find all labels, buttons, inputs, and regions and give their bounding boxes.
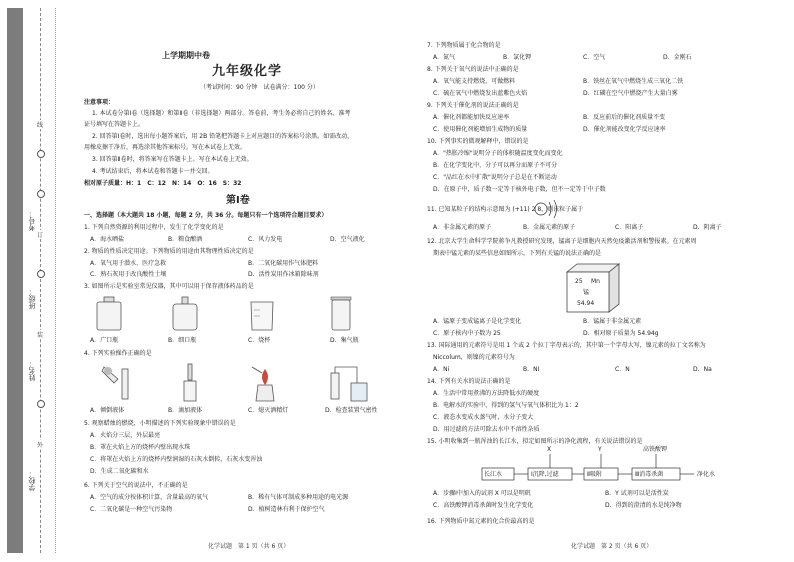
option: D．阴离子 bbox=[693, 224, 722, 231]
question-text: 4. 下列实验操作正确的是 bbox=[84, 350, 152, 357]
flow-end: 净化水 bbox=[697, 471, 716, 478]
option: C．烧杯 bbox=[248, 337, 271, 344]
atomic-mass: 相对原子质量：H：1 C：12 N：14 O：16 S：32 bbox=[84, 180, 242, 187]
note-line: 用橡皮擦干净后，再选涂其他答案标号。写在本试卷上无效。 bbox=[84, 144, 247, 151]
option: A．海水晒盐 bbox=[90, 236, 125, 243]
option: A．生活中常用煮沸的方法降低水的硬度 bbox=[433, 390, 540, 397]
page-one bbox=[80, 0, 420, 562]
option: D．空气液化 bbox=[330, 236, 365, 243]
question-text: 10. 下列事实的微观解释中，错误的是 bbox=[427, 138, 529, 145]
flow-step2: Ⅱ吸附 bbox=[587, 471, 602, 478]
option: A．氮气 bbox=[433, 54, 456, 61]
option: C．空气 bbox=[583, 54, 606, 61]
dropping-liquid-image bbox=[175, 363, 205, 403]
option: A．催化剂都能加快反应速率 bbox=[433, 114, 510, 121]
question-text: 6. 下列关于空气的说法中，不正确的是 bbox=[84, 482, 188, 489]
notes-heading: 注意事项： bbox=[84, 99, 115, 106]
exam-title: 九年级化学 bbox=[212, 64, 283, 79]
seal-dotted-line bbox=[55, 8, 56, 553]
question-text: 2. 物质的性质决定用途。下列物质的用途由其物理性质决定的是 bbox=[84, 248, 254, 255]
option: B．滴加液体 bbox=[168, 407, 203, 414]
option: C．液态水变成水蒸气时，水分子变大 bbox=[433, 414, 534, 421]
section-title: 第Ⅰ卷 bbox=[226, 195, 250, 206]
option: B．稀有气体可制成多种用途的电光源 bbox=[248, 494, 349, 501]
purification-flow-diagram bbox=[480, 446, 740, 486]
question-text-cont: Niccolum，则镍的元素符号为 bbox=[433, 354, 515, 361]
binding-margin bbox=[0, 0, 60, 562]
question-text: 3. 如图所示是实验室常见仪器，其中可以用于保存液体药品的是 bbox=[84, 283, 254, 290]
option: C．熄灭酒精灯 bbox=[248, 407, 289, 414]
element-mass: 54.94 bbox=[577, 300, 595, 307]
option: B．粮食酿酒 bbox=[168, 236, 203, 243]
option: D．在原子中，质子数一定等于核外电子数，但不一定等于中子数 bbox=[433, 186, 606, 193]
element-name: 锰 bbox=[583, 289, 590, 296]
flow-start: 长江水 bbox=[484, 471, 503, 478]
page-two bbox=[425, 0, 785, 562]
option: B．罩在火焰上方的烧杯内壁出现水珠 bbox=[90, 444, 191, 451]
option: D．金刚石 bbox=[663, 54, 692, 61]
beaker-image bbox=[248, 300, 276, 332]
option: D．植树造林有利于保护空气 bbox=[248, 506, 325, 513]
flow-y-label: Y bbox=[598, 446, 602, 453]
seal-mark: 装 bbox=[36, 332, 43, 339]
option: B．铁丝在氧气中燃烧生成三氧化二铁 bbox=[583, 78, 684, 85]
seal-mark: 线 bbox=[36, 122, 43, 129]
option: A．步骤Ⅰ中加入的试剂 X 可以是明矾 bbox=[433, 490, 531, 497]
air-tightness-check-image bbox=[325, 363, 371, 403]
option: B．锰属于非金属元素 bbox=[583, 318, 642, 325]
option: C．将罩在火焰上方的烧杯内壁润湿的石灰水倒转，石灰水变浑浊 bbox=[90, 456, 263, 463]
question-text: 15. 小明收集到一瓶浑浊的长江水，拟定如图所示的净化流程，有关说法错误的是 bbox=[427, 438, 643, 445]
element-number: 25 bbox=[575, 278, 583, 285]
exam-no-label: 考号： bbox=[28, 210, 36, 231]
seal-mark: 外 bbox=[36, 442, 43, 449]
hole-circle bbox=[37, 190, 45, 198]
option: B．Y 试剂可以是活性炭 bbox=[605, 490, 669, 497]
option: D．Na bbox=[693, 366, 712, 373]
seal-mark: 订 bbox=[36, 232, 43, 239]
option: A．非金属元素的原子 bbox=[433, 224, 492, 231]
option: C．风力发电 bbox=[248, 236, 283, 243]
option: A．倾倒液体 bbox=[90, 407, 125, 414]
option: A．空气的成分按体积计算，含量最高的氧气 bbox=[90, 494, 209, 501]
question-text-cont: 期表中锰元素的某些信息如图所示，下列有关锰的说法正确的是 bbox=[433, 250, 602, 257]
option: C．熟石灰用于改良酸性土壤 bbox=[90, 271, 167, 278]
gas-collecting-bottle-image bbox=[328, 296, 354, 332]
narrow-mouth-bottle-image bbox=[170, 296, 200, 332]
option: C．N bbox=[615, 366, 630, 373]
note-line: 4. 考试结束后，将本试卷和答题卡一并交回。 bbox=[92, 168, 214, 175]
note-line: 1. 本试卷分第Ⅰ卷（选择题）和第Ⅱ卷（非选择题）两部分。答卷前，考生务必将自己的姓名、准考 bbox=[92, 110, 351, 117]
question-text: 16. 下列物质中氮元素的化合价最高的是 bbox=[427, 518, 535, 525]
seal-dashed-line bbox=[40, 8, 41, 553]
hole-circle bbox=[37, 270, 45, 278]
option: D．集气瓶 bbox=[330, 337, 359, 344]
hole-circle bbox=[37, 400, 45, 408]
note-line: 2. 回答第Ⅰ卷时，选出每小题答案后，用 2B 铅笔把答题卡上对应题目的答案标号涂黑。如需改动， bbox=[92, 133, 354, 140]
option: A．锰原子变成锰离子是化学变化 bbox=[433, 318, 522, 325]
question-text: 1. 下列自然资源的利用过程中，发生了化学变化的是 bbox=[84, 224, 224, 231]
option: D．红磷在空气中燃烧产生大量白雾 bbox=[583, 90, 678, 97]
question-text: 14. 下列有关水的说法正确的是 bbox=[427, 378, 511, 385]
option: A．氧气用于潜水、医疗急救 bbox=[90, 260, 167, 267]
option: D．催化剂能改变化学反应速率 bbox=[583, 126, 666, 133]
question-text: 12. 北京大学生命科学学院蒋争凡教授研究发现，锰离子是细胞内天然免疫激活剂和警报素。在元素周 bbox=[427, 238, 697, 245]
option: B．反应前后的催化剂质量不变 bbox=[583, 114, 666, 121]
option: D．活性炭用作冰箱除味剂 bbox=[248, 271, 319, 278]
option: D．得到的澄清的水是纯净物 bbox=[605, 502, 682, 509]
option: B．细口瓶 bbox=[168, 337, 197, 344]
flow-step3: Ⅲ消毒杀菌 bbox=[635, 471, 664, 478]
page-footer: 化学试题 第 2 页（共 6 页） bbox=[571, 543, 653, 550]
option: C．原子核内中子数为 25 bbox=[433, 330, 501, 337]
option: A．Ni bbox=[433, 366, 450, 373]
atom-structure-image bbox=[533, 198, 563, 220]
school-label: 学校： bbox=[28, 470, 36, 491]
hole-circle bbox=[37, 150, 45, 158]
note-line: 证号填写在答题卡上。 bbox=[84, 121, 145, 128]
option: B．氯化钾 bbox=[503, 54, 532, 61]
question-text: 5. 观察蜡烛的燃烧，小明描述的下列实验现象中错误的是 bbox=[84, 420, 236, 427]
option: B．NI bbox=[523, 366, 540, 373]
question-text: 11. 已知某粒子的结构示意图为 (+11) 2 8，则该粒子属于 bbox=[427, 206, 584, 213]
question-text: 13. 国际通用的元素符号是用 1 个或 2 个拉丁字母表示的，其中第一个字母大写，镍元素的拉丁文名称为 bbox=[427, 342, 706, 349]
exam-meta: （考试时间：90 分钟 试卷满分：100 分） bbox=[200, 84, 319, 91]
flow-top-label: 高铁酸钾 bbox=[643, 446, 668, 453]
class-label: 班级： bbox=[28, 288, 36, 309]
wide-mouth-bottle-image bbox=[94, 296, 124, 332]
option: B．电解水的实验中，得到的氢气与氧气体积比为 1：2 bbox=[433, 402, 579, 409]
element-symbol: Mn bbox=[591, 278, 600, 285]
page-footer: 化学试题 第 1 页（共 6 页） bbox=[208, 543, 290, 550]
question-text: 9. 下列关于催化剂的说法正确的是 bbox=[427, 102, 519, 109]
question-text: 7. 下列物质属于化合物的是 bbox=[427, 42, 501, 49]
option: C．"品红在水中扩散"说明分子总是在不断运动 bbox=[433, 174, 557, 181]
exam-type: 上学期期中卷 bbox=[162, 51, 210, 60]
option: B．在化学变化中，分子可以再分而原子不可分 bbox=[433, 162, 558, 169]
option: B．二氧化碳用作气体肥料 bbox=[248, 260, 319, 267]
option: D．生成二氧化碳和水 bbox=[90, 468, 149, 475]
binding-strip bbox=[7, 8, 23, 553]
option: C．阳离子 bbox=[615, 224, 644, 231]
option: D．检查装置气密性 bbox=[325, 407, 378, 414]
flow-step1: Ⅰ沉降,过滤 bbox=[531, 471, 559, 478]
name-label: 姓名： bbox=[28, 360, 36, 381]
option: A．广口瓶 bbox=[90, 337, 119, 344]
option: A．"热胀冷缩"说明分子的体积随温度变化而变化 bbox=[433, 150, 563, 157]
option: D．相对原子质量为 54.94g bbox=[583, 330, 659, 337]
pouring-liquid-image bbox=[100, 363, 140, 403]
option: C．高铁酸钾消毒杀菌时发生化学变化 bbox=[433, 502, 534, 509]
question-text: 8. 下列关于氧气的说法中正确的是 bbox=[427, 66, 519, 73]
flow-x-label: X bbox=[547, 446, 552, 453]
option: A．火焰分三层，外层最亮 bbox=[90, 432, 161, 439]
option: C．硫在氧气中燃烧发出蓝紫色火焰 bbox=[433, 90, 528, 97]
option: C．使用催化剂能增加生成物的质量 bbox=[433, 126, 528, 133]
option: B．金属元素的原子 bbox=[523, 224, 576, 231]
option: D．用过滤的方法可除去水中不溶性杂质 bbox=[433, 426, 540, 433]
extinguishing-lamp-image bbox=[248, 363, 282, 403]
note-line: 3. 回答第Ⅱ卷时，将答案写在答题卡上。写在本试卷上无效。 bbox=[92, 156, 253, 163]
option: A．氧气能支持燃烧，可做燃料 bbox=[433, 78, 516, 85]
section-instruction: 一、选择题（本大题共 18 小题，每题 2 分，共 36 分。每题只有一个选项符合题目要求） bbox=[84, 212, 328, 219]
option: C．二氧化碳是一种空气污染物 bbox=[90, 506, 173, 513]
